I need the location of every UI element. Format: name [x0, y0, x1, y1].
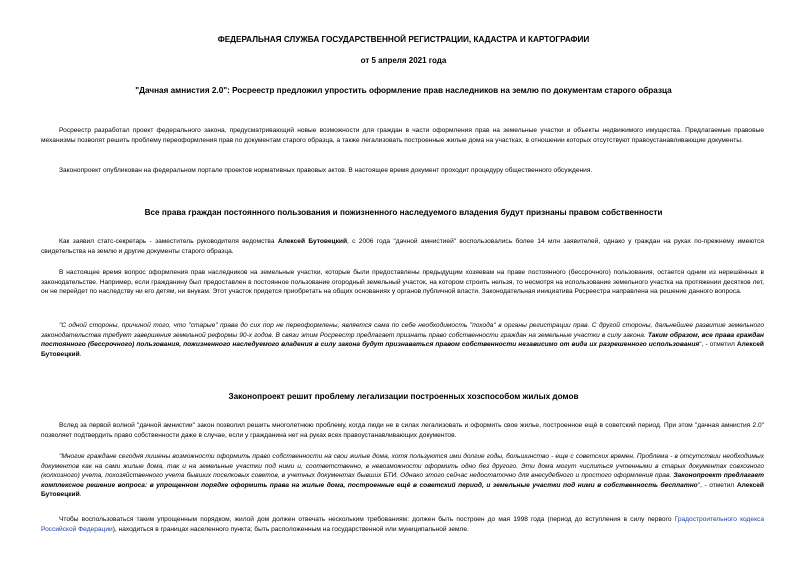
- page-title: "Дачная амнистия 2.0": Росреестр предложил упростить оформление прав наследников на землю по документам старого образца: [135, 86, 672, 95]
- section1-paragraph-1: Как заявил статс-секретарь - заместитель руководителя ведомства Алексей Бутовецкий, с 2006 года "дачной амнистией" воспользовались более 14 млн заявителей, однако у граждан на руках по-прежнему имеются свидетельства на землю и другие документы старого образца.: [41, 238, 764, 255]
- official-name: Алексей Бутовецкий: [41, 341, 764, 358]
- intro-paragraph-2: Законопроект опубликован на федеральном портале проектов нормативных правовых актов. В настоящее время документ проходит процедуру общественного обсуждения.: [59, 167, 593, 174]
- intro-paragraph-1: Росреестр разработал проект федерального закона, предусматривающий новые возможности для граждан в части оформления прав на земельные участки и объекты недвижимого имущества. Предлагаемые правовые механизмы позволят решить проблему переоформления прав по документам старого образца, а также легализовать построенные жилые дома на участках, в отношении которых отсутствуют правоустанавливающие документы.: [41, 127, 764, 144]
- section1-paragraph-2: В настоящее время вопрос оформления прав наследников на земельные участки, которые были предоставлены предыдущим хозяевам на праве постоянного (бессрочного) пользования, остается одним из нерешённых в законодательстве. Например, если гражданину был предоставлен в постоянное пользование огородный земельный участок, на котором строить нельзя, то несмотря на использование земельного участка на протяжении десятков лет, он не перейдет по наследству ни его детям, ни внукам. Этот участок придется приобретать на общих основаниях у органов публичной власти. Законодательная инициатива Росреестра направлена на решение данного вопроса.: [41, 269, 764, 296]
- agency-title: ФЕДЕРАЛЬНАЯ СЛУЖБА ГОСУДАРСТВЕННОЙ РЕГИСТРАЦИИ, КАДАСТРА И КАРТОГРАФИИ: [217, 35, 590, 44]
- quote-emphasis: Законопроект предлагает комплексное решение вопроса: в упрощенном порядке оформить права на жилые дома, построенные ещё в советский период, и земельные участки под ними в собственность бесплатно: [41, 472, 764, 489]
- section1-quote: "С одной стороны, причиной того, что "старые" права до сих пор не переоформлены, является сама по себе необходимость "похода" в органы регистрации прав. С другой стороны, дальнейшее развитие земельного законодательства требует завершения земельной реформы 90-х годов. В связи этим Росреестр предлагает признать право собственности граждан на земельные участки в силу закона. Таким образом, все права граждан постоянного (бессрочного) пользования, пожизненного наследуемого владения в силу закона будут признаваться правом собственности независимо от вида их разрешенного использования", - отметил Алексей Бутовецкий.: [41, 322, 764, 358]
- official-name: Алексей Бутовецкий: [277, 238, 347, 245]
- quote-emphasis: Таким образом, все права граждан постоянного (бессрочного) пользования, пожизненного наследуемого владения в силу закона будут признаваться правом собственности независимо от вида их разрешенного использования: [41, 331, 764, 349]
- section2-quote: "Многие граждане сегодня лишены возможности оформить право собственности на свои жилые дома, хотя пользуются ими долгие годы, большинство - еще с советских времен. Проблема - в отсутствии необходимых документов как на сами жилые дома, так и на земельные участки под ними и, соответственно, в невозможности оформить одно без другого. Эти дома могут числиться учтенными в старых документах совхозного (колхозного) учета, похозяйственного учета бывших поселковых советов, в учетных документах бывших БТИ. Однако этого сейчас недостаточно для внесудебного и простого оформления прав. Законопроект предлагает комплексное решение вопроса: в упрощенном порядке оформить права на жилые дома, построенные ещё в советский период, и земельные участки под ними в собственность бесплатно", - отметил Алексей Бутовецкий.: [41, 453, 764, 499]
- official-name: Алексей Бутовецкий: [41, 481, 764, 499]
- section-heading-ownership: Все права граждан постоянного пользования и пожизненного наследуемого владения будут признаны правом собственности: [144, 208, 663, 217]
- section2-paragraph-2: Чтобы воспользоваться таким упрощенным порядком, жилой дом должен отвечать нескольким требованиям: должен быть построен до мая 1998 года (период до вступления в силу первого Градостроительного кодекса Российской Федерации), находиться в границах населенного пункта; быть расположенным на государственной или муниципальной земле.: [41, 516, 764, 533]
- section-heading-legalization: Законопроект решит проблему легализации построенных хозспособом жилых домов: [228, 392, 579, 401]
- urban-planning-code-link[interactable]: Градостроительного кодекса Российской Федерации: [41, 516, 764, 533]
- document-date: от 5 апреля 2021 года: [360, 56, 447, 65]
- section2-paragraph-1: Вслед за первой волной "дачной амнистии" закон позволил решить многолетнюю проблему, когда люди не в силах легализовать и оформить свое жилье, построенное ещё в советский период. При этом "дачная амнистия 2.0" позволяет подтвердить право собственности даже в случае, если у гражданина нет на руках всех правоустанавливающих документов.: [41, 422, 764, 439]
